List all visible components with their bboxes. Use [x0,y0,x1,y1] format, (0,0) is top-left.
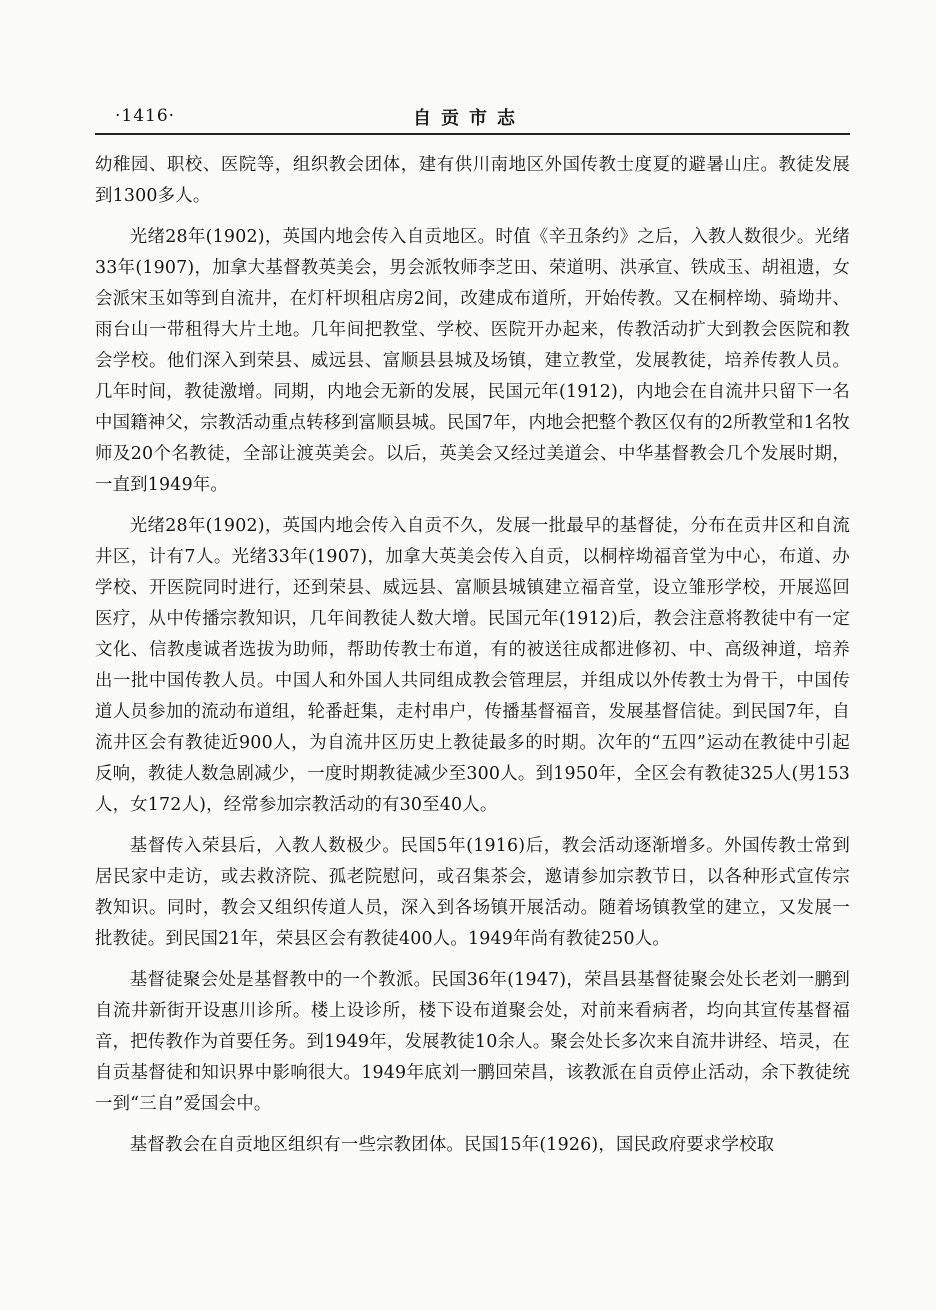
page-number: ·1416· [115,106,176,126]
page-header [95,100,850,132]
header-rule [95,133,850,135]
paragraph: 光绪28年(1902)，英国内地会传入自贡地区。时值《辛丑条约》之后，入教人数很少。光绪33年(1907)，加拿大基督教英美会，男会派牧师李芝田、荣道明、洪承宣、铁成玉、胡祖遗，女会派宋玉如等到自流井，在灯杆坝租店房2间，改建成布道所，开始传教。又在桐梓坳、骑坳井、雨台山一带租得大片土地。几年间把教堂、学校、医院开办起来，传教活动扩大到教会医院和教会学校。他们深入到荣县、威远县、富顺县县城及场镇，建立教堂，发展教徒，培养传教人员。几年时间，教徒激增。同期，内地会无新的发展，民国元年(1912)，内地会在自流井只留下一名中国籍神父，宗教活动重点转移到富顺县城。民国7年，内地会把整个教区仅有的2所教堂和1名牧师及20个名教徒，全部让渡英美会。以后，英美会又经过美道会、中华基督教会几个发展时期，一直到1949年。 [95,227,851,495]
body-text [95,150,850,1171]
paragraph: 基督教会在自贡地区组织有一些宗教团体。民国15年(1926)，国民政府要求学校取 [129,1135,775,1155]
paragraph-continued: 幼稚园、职校、医院等，组织教会团体，建有供川南地区外国传教士度夏的避暑山庄。教徒发展到1300多人。 [95,155,850,206]
running-title: 自贡市志 [413,108,525,129]
paragraph: 基督传入荣县后，入教人数极少。民国5年(1916)后，教会活动逐渐增多。外国传教士常到居民家中走访，或去救济院、孤老院慰问，或召集茶会，邀请参加宗教节日，以各种形式宣传宗教知识。同时，教会又组织传道人员，深入到各场镇开展活动。随着场镇教堂的建立，又发展一批教徒。到民国21年，荣县区会有教徒400人。1949年尚有教徒250人。 [95,836,850,949]
paragraph: 光绪28年(1902)，英国内地会传入自贡不久，发展一批最早的基督徒，分布在贡井区和自流井区，计有7人。光绪33年(1907)，加拿大英美会传入自贡，以桐梓坳福音堂为中心，布道、办学校、开医院同时进行，还到荣县、威远县、富顺县城镇建立福音堂，设立雏形学校，开展巡回医疗，从中传播宗教知识，几年间教徒人数大增。民国元年(1912)后，教会注意将教徒中有一定文化、信教虔诚者选拔为助师，帮助传教士布道，有的被送往成都进修初、中、高级神道，培养出一批中国传教人员。中国人和外国人共同组成教会管理层，并组成以外传教士为骨干，中国传道人员参加的流动布道组，轮番赶集，走村串户，传播基督福音，发展基督信徒。到民国7年，自流井区会有教徒近900人，为自流井区历史上教徒最多的时期。次年的“五四”运动在教徒中引起反响，教徒人数急剧减少，一度时期教徒减少至300人。到1950年，全区会有教徒325人(男153人，女172人)，经常参加宗教活动的有30至40人。 [95,516,850,815]
paragraph: 基督徒聚会处是基督教中的一个教派。民国36年(1947)，荣昌县基督徒聚会处长老刘一鹏到自流井新街开设惠川诊所。楼上设诊所，楼下设布道聚会处，对前来看病者，均向其宣传基督福音，把传教作为首要任务。到1949年，发展教徒10余人。聚会处长多次来自流井讲经、培灵，在自贡基督徒和知识界中影响很大。1949年底刘一鹏回荣昌，该教派在自贡停止活动，余下教徒统一到“三自”爱国会中。 [95,970,850,1114]
